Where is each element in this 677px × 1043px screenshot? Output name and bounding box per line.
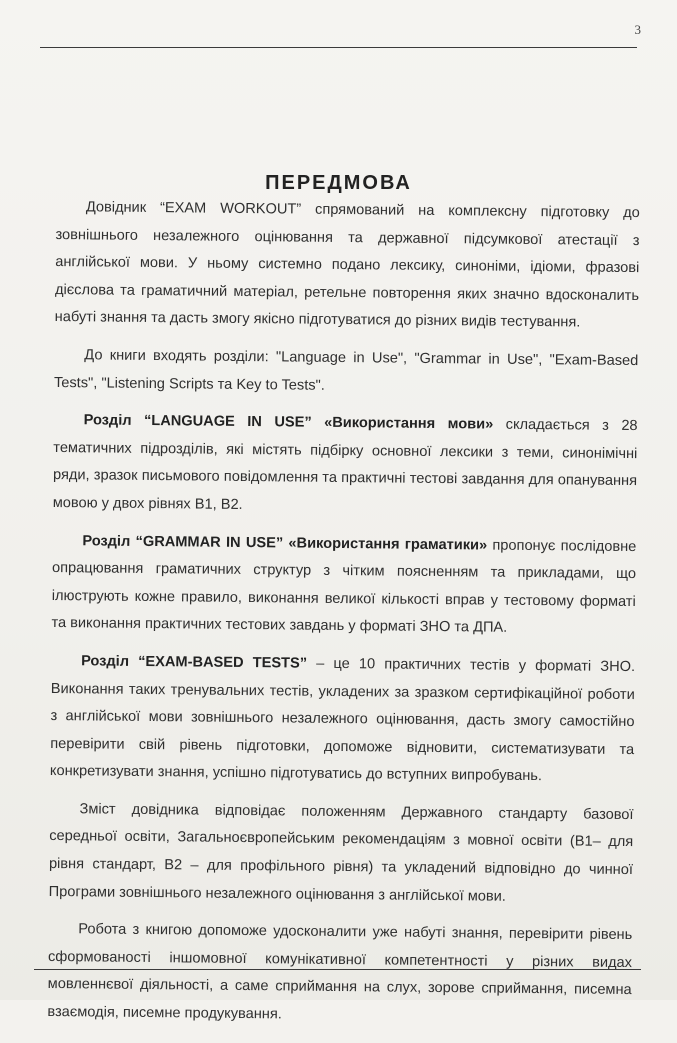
section-heading: Розділ “GRAMMAR IN USE” «Використання граматики»	[82, 532, 488, 554]
paragraph-intro	[55, 194, 640, 338]
paragraph-text: Робота з книгою допоможе удосконалити уже набуті знання, перевірити рівень сформованості іншомовної комунікативної компетентності у різних видах мовленнєвої діяльності, а саме сприймання на слух, зорове сприймання, писемна взаємодія, писемне продукування.	[47, 921, 633, 1023]
paragraph-text: До книги входять розділи: "Language in Use", "Grammar in Use", "Exam-Based Tests", "Listening Scripts та Key to Tests".	[53, 347, 639, 394]
bottom-rule	[34, 969, 641, 970]
paragraph-sections	[54, 342, 639, 403]
paragraph-text: Довідник “EXAM WORKOUT” спрямований на комплексну підготовку до зовнішнього незалежного оцінювання та державної підсумкової атестації з англійської мови. У ньому системно подано лексику, синоніми, ідіоми, фразові дієслова та граматичний матеріал, ретельне повторення яких значно вдосконалить набуті знання та дасть змогу якісно підготуватися до різних видів тестування.	[54, 199, 640, 331]
paragraph-grammar-in-use	[51, 528, 636, 644]
paragraph-text: – це 10 практичних тестів у форматі ЗНО. Виконання таких тренувальних тестів, укладених за зразком сертифікаційної роботи з англійської мови зовнішнього незалежного оцінювання, дасть змогу самостійно перевірити свій рівень підготовки, допоможе відновити, систематизувати та конкретизувати знання, успішно підготуватись до вступних випробувань.	[49, 655, 636, 785]
page-number: 3	[634, 22, 641, 37]
paragraph-text: пропонує послідовне опрацювання граматичних структур з чітким поясненням та прикладами, що ілюструють кожне правило, виконання великої кількості вправ у тестовому форматі та виконання практичних тестових завдань у форматі ЗНО та ДПА.	[51, 537, 637, 637]
paragraph-text: складається з 28 тематичних підрозділів, які містять підбірку основної лексики з теми, синонімічні ряди, зразок письмового повідомлення та практичні тестові завдання для опанування мовою у двох рівнях В1, В2.	[52, 416, 638, 513]
paragraph-standards	[49, 796, 634, 912]
paragraph-language-in-use	[53, 407, 638, 523]
section-heading: Розділ “EXAM-BASED TESTS”	[81, 653, 308, 672]
paragraph-text: Зміст довідника відповідає положенням Державного стандарту базової середньої освіти, Загальноєвропейським рекомендаціям з мовної освіти (В1– для рівня стандарт, В2 – для профільного рівня) та укладений відповідно до чинної Програми зовнішнього незалежного оцінювання з англійської мови.	[48, 801, 634, 905]
paragraph-conclusion	[47, 916, 632, 1032]
preface-text	[47, 194, 640, 1043]
paragraph-exam-based-tests	[50, 648, 635, 792]
page-title: ПЕРЕДМОВА	[265, 172, 412, 194]
section-heading: Розділ “LANGUAGE IN USE” «Використання мови»	[83, 412, 494, 433]
top-rule	[40, 47, 637, 48]
